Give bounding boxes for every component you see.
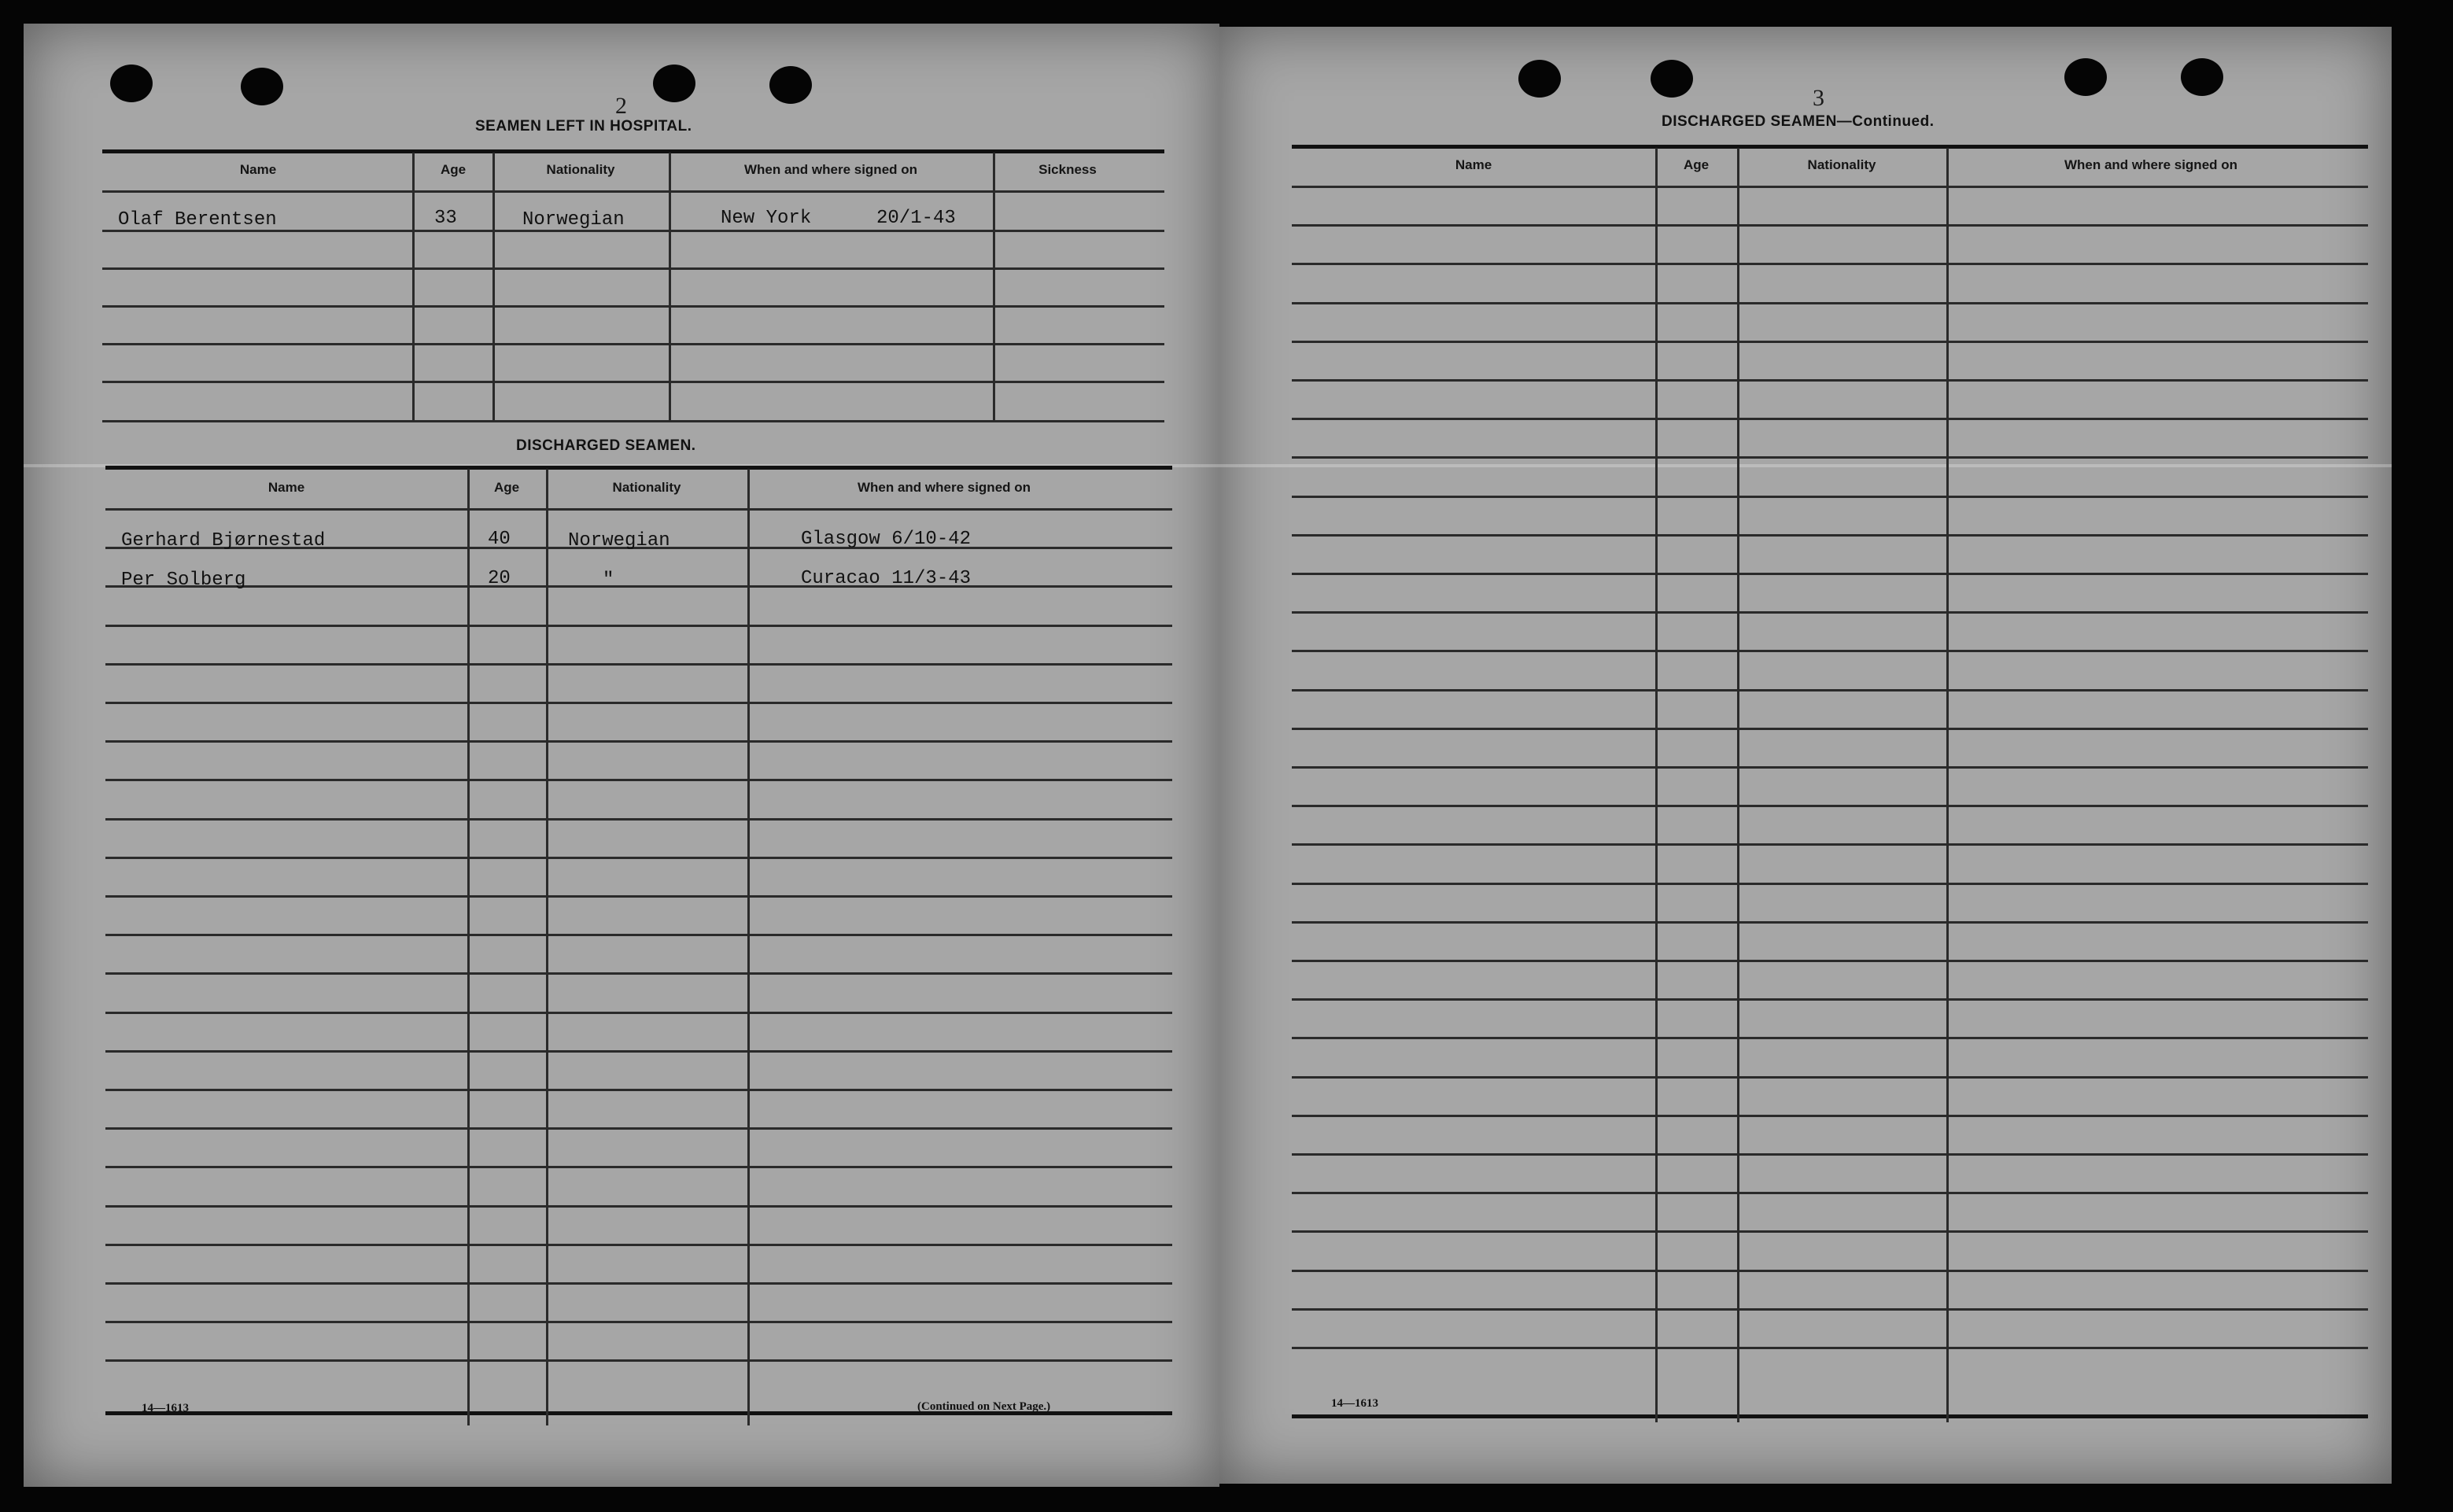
hospital-cell-nationality: Norwegian	[522, 209, 625, 230]
discharged-cell-nationality: Norwegian	[568, 530, 670, 551]
table-rule	[1292, 805, 2368, 807]
table-rule	[105, 466, 1172, 470]
col-header-age: Age	[440, 162, 467, 177]
table-rule	[1292, 341, 2368, 343]
table-rule	[1292, 573, 2368, 575]
table-rule	[1292, 998, 2368, 1001]
table-rule	[1292, 145, 2368, 149]
column-divider	[1655, 148, 1658, 1422]
table-rule	[1292, 263, 2368, 265]
col-header-nationality: Nationality	[612, 480, 681, 495]
table-rule	[102, 381, 1164, 383]
discharged-continued-title: DISCHARGED SEAMEN—Continued.	[1662, 113, 1935, 130]
column-divider	[412, 153, 415, 420]
form-number: 14—1613	[1331, 1397, 1378, 1410]
table-rule	[1292, 766, 2368, 769]
form-number: 14—1613	[142, 1402, 189, 1414]
hospital-section-title: SEAMEN LEFT IN HOSPITAL.	[475, 118, 692, 135]
table-rule	[105, 702, 1172, 704]
continued-note: (Continued on Next Page.)	[917, 1400, 1051, 1413]
table-rule	[1292, 186, 2368, 188]
table-rule	[105, 1089, 1172, 1091]
column-divider	[546, 469, 548, 1425]
column-divider	[747, 469, 750, 1425]
page-number: 2	[615, 93, 627, 119]
table-rule	[1292, 689, 2368, 691]
punch-hole	[2181, 58, 2223, 96]
col-header-name: Name	[1455, 157, 1492, 172]
punch-hole	[1518, 60, 1561, 98]
table-rule	[1292, 1270, 2368, 1272]
table-rule	[105, 740, 1172, 743]
right-page	[1219, 27, 2392, 1484]
table-rule	[102, 343, 1164, 345]
table-rule	[1292, 1115, 2368, 1117]
table-rule	[1292, 1153, 2368, 1156]
table-rule	[1292, 1230, 2368, 1233]
table-rule	[105, 585, 1172, 588]
column-divider	[1946, 148, 1949, 1422]
punch-hole	[110, 65, 153, 102]
col-header-signed-on: When and where signed on	[743, 162, 918, 177]
table-rule	[1292, 611, 2368, 614]
table-rule	[105, 1205, 1172, 1208]
page-number: 3	[1813, 85, 1824, 111]
col-header-signed-on: When and where signed on	[857, 480, 1031, 495]
table-rule	[1292, 496, 2368, 498]
table-rule	[105, 663, 1172, 666]
table-rule	[1292, 1308, 2368, 1311]
table-rule	[1292, 921, 2368, 924]
table-rule	[1292, 1076, 2368, 1079]
column-divider	[492, 153, 495, 420]
table-rule	[105, 857, 1172, 859]
table-rule	[105, 625, 1172, 627]
table-rule	[105, 818, 1172, 821]
table-rule	[105, 1282, 1172, 1285]
table-rule	[1292, 302, 2368, 304]
table-rule	[1292, 728, 2368, 730]
table-rule	[1292, 1192, 2368, 1194]
punch-hole	[653, 65, 695, 102]
table-rule	[102, 149, 1164, 153]
table-rule	[105, 508, 1172, 511]
table-rule	[102, 305, 1164, 308]
discharged-section-title: DISCHARGED SEAMEN.	[516, 437, 696, 454]
col-header-nationality: Nationality	[546, 162, 615, 177]
discharged-cell-age: 20	[488, 568, 511, 589]
table-rule	[1292, 456, 2368, 459]
hospital-cell-date: 20/1-43	[876, 208, 956, 229]
table-rule	[105, 972, 1172, 975]
table-rule	[1292, 534, 2368, 537]
table-rule	[1292, 843, 2368, 846]
discharged-cell-signed-on: Glasgow 6/10-42	[801, 529, 972, 550]
table-rule	[102, 190, 1164, 193]
table-rule	[1292, 883, 2368, 885]
punch-hole	[241, 68, 283, 105]
col-header-age: Age	[493, 480, 520, 495]
paper-fold	[1219, 464, 2392, 467]
column-divider	[669, 153, 671, 420]
table-rule	[1292, 224, 2368, 227]
table-rule	[105, 1012, 1172, 1014]
table-rule	[1292, 650, 2368, 652]
col-header-name: Name	[267, 480, 305, 495]
punch-hole	[1651, 60, 1693, 98]
table-rule	[105, 934, 1172, 936]
discharged-cell-age: 40	[488, 529, 511, 550]
hospital-cell-name: Olaf Berentsen	[118, 209, 277, 230]
punch-hole	[769, 66, 812, 104]
table-rule	[105, 1321, 1172, 1323]
table-rule	[105, 1166, 1172, 1168]
table-rule	[105, 1127, 1172, 1130]
table-rule	[105, 895, 1172, 898]
column-divider	[1737, 148, 1739, 1422]
table-rule	[1292, 418, 2368, 420]
col-header-age: Age	[1683, 157, 1710, 172]
left-page	[24, 24, 1219, 1487]
hospital-cell-place: New York	[721, 208, 812, 229]
table-rule	[1292, 960, 2368, 962]
col-header-nationality: Nationality	[1807, 157, 1876, 172]
table-bottom-rule	[1292, 1414, 2368, 1418]
table-rule	[1292, 379, 2368, 382]
table-rule	[102, 267, 1164, 270]
col-header-name: Name	[239, 162, 277, 177]
table-rule	[1292, 1347, 2368, 1349]
discharged-cell-name: Gerhard Bjørnestad	[121, 530, 326, 551]
table-rule	[105, 1050, 1172, 1053]
column-divider	[467, 469, 470, 1425]
table-rule	[105, 1244, 1172, 1246]
hospital-cell-age: 33	[434, 208, 457, 229]
table-rule	[1292, 1037, 2368, 1039]
col-header-signed-on: When and where signed on	[2064, 157, 2238, 172]
punch-hole	[2064, 58, 2107, 96]
column-divider	[993, 153, 995, 420]
col-header-sickness: Sickness	[1038, 162, 1097, 177]
discharged-cell-signed-on: Curacao 11/3-43	[801, 568, 972, 589]
discharged-cell-nationality: "	[603, 570, 614, 591]
discharged-cell-name: Per Solberg	[121, 570, 246, 591]
table-rule	[105, 1359, 1172, 1362]
table-rule	[105, 779, 1172, 781]
table-rule	[102, 420, 1164, 422]
